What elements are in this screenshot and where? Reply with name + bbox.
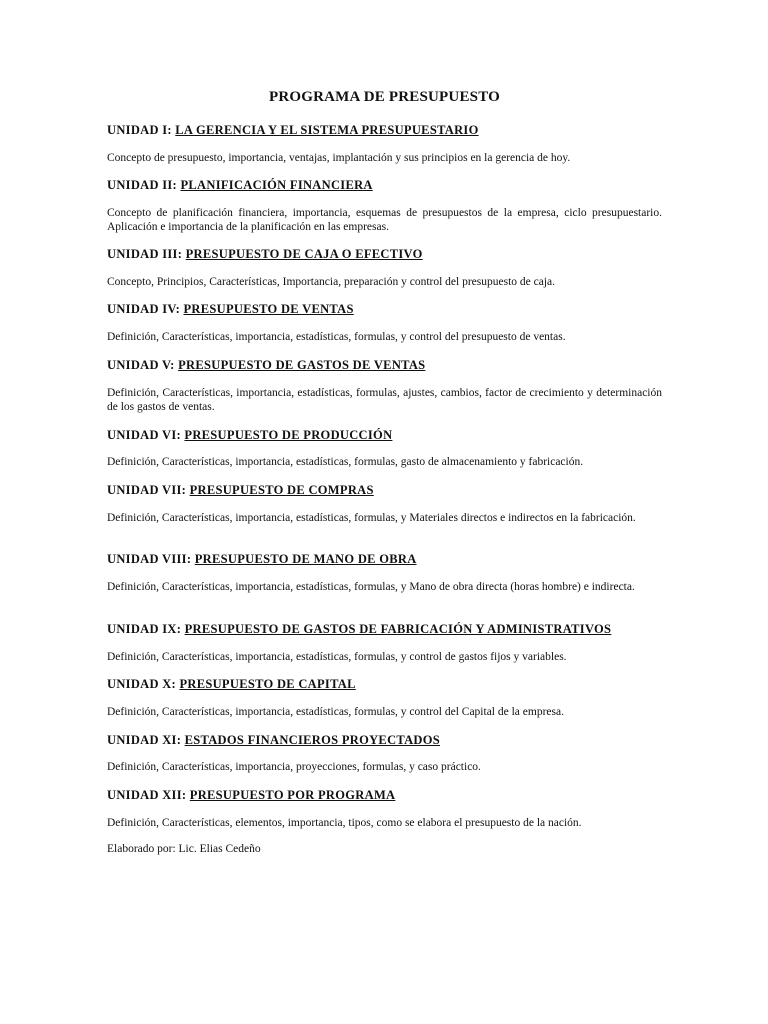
unit-12: [107, 787, 662, 803]
unit-label: UNIDAD I:: [107, 123, 172, 137]
unit-heading: [107, 301, 662, 317]
unit-description: Definición, Características, importancia, estadísticas, formulas, y control del Capital de la empresa.: [107, 706, 564, 718]
unit-title: PRESUPUESTO POR PROGRAMA: [189, 788, 396, 802]
unit-title: PRESUPUESTO DE PRODUCCIÓN: [184, 428, 393, 442]
unit-description: Definición, Características, importancia, estadísticas, formulas, y control del presupuesto de ventas.: [107, 331, 566, 343]
unit-2: [107, 177, 662, 193]
unit-description: Definición, Características, importancia, estadísticas, formulas, y Materiales directos e indirectos en la fabricación.: [107, 512, 636, 524]
unit-heading: [107, 621, 662, 637]
unit-label: UNIDAD II:: [107, 178, 178, 192]
unit-label: UNIDAD VIII:: [107, 552, 192, 566]
unit-description: Definición, Características, importancia, estadísticas, formulas, y Mano de obra directa (horas hombre) e indirecta.: [107, 581, 635, 593]
unit-title: PRESUPUESTO DE CAPITAL: [179, 677, 356, 691]
unit-label: UNIDAD V:: [107, 358, 175, 372]
unit-heading: [107, 177, 662, 193]
unit-title: PRESUPUESTO DE GASTOS DE FABRICACIÓN Y ADMINISTRATIVOS: [184, 622, 612, 636]
unit-title: PRESUPUESTO DE MANO DE OBRA: [194, 552, 417, 566]
unit-5: [107, 357, 662, 373]
unit-description: Definición, Características, importancia, estadísticas, formulas, y control de gastos fijos y variables.: [107, 651, 567, 663]
unit-heading: [107, 732, 662, 748]
unit-9: [107, 621, 662, 637]
unit-title: PLANIFICACIÓN FINANCIERA: [180, 178, 373, 192]
unit-label: UNIDAD XI:: [107, 733, 182, 747]
unit-heading: [107, 427, 662, 443]
unit-label: UNIDAD III:: [107, 247, 183, 261]
unit-label: UNIDAD IV:: [107, 302, 181, 316]
unit-description: Concepto de presupuesto, importancia, ventajas, implantación y sus principios en la gerencia de hoy.: [107, 152, 571, 164]
author-line: Elaborado por: Lic. Elias Cedeño: [107, 843, 261, 855]
document-title: PROGRAMA DE PRESUPUESTO: [268, 89, 500, 105]
unit-label: UNIDAD XII:: [107, 788, 187, 802]
unit-title: PRESUPUESTO DE CAJA O EFECTIVO: [185, 247, 423, 261]
unit-description: Definición, Características, importancia, estadísticas, formulas, ajustes, cambios, factor de crecimiento y determinación de los gastos de ventas.: [107, 387, 662, 413]
unit-label: UNIDAD X:: [107, 677, 177, 691]
unit-description: Concepto de planificación financiera, importancia, esquemas de presupuestos de la empresa, ciclo presupuestario. Aplicación e importancia de la planificación en las empresas.: [107, 207, 662, 233]
unit-1: [107, 122, 662, 138]
unit-8: [107, 551, 662, 567]
unit-title: LA GERENCIA Y EL SISTEMA PRESUPUESTARIO: [175, 123, 479, 137]
unit-title: PRESUPUESTO DE COMPRAS: [189, 483, 374, 497]
unit-label: UNIDAD IX:: [107, 622, 182, 636]
unit-heading: [107, 482, 662, 498]
unit-heading: [107, 787, 662, 803]
unit-label: UNIDAD VII:: [107, 483, 187, 497]
unit-title: ESTADOS FINANCIEROS PROYECTADOS: [184, 733, 441, 747]
unit-heading: [107, 122, 662, 138]
unit-heading: [107, 246, 662, 262]
unit-description: Definición, Características, importancia, proyecciones, formulas, y caso práctico.: [107, 761, 481, 773]
unit-4: [107, 301, 662, 317]
unit-description: Concepto, Principios, Características, Importancia, preparación y control del presupuesto de caja.: [107, 276, 556, 288]
unit-heading: [107, 676, 662, 692]
unit-label: UNIDAD VI:: [107, 428, 181, 442]
unit-heading: [107, 551, 662, 567]
unit-6: [107, 427, 662, 443]
unit-10: [107, 676, 662, 692]
unit-7: [107, 482, 662, 498]
unit-heading: [107, 357, 662, 373]
unit-title: PRESUPUESTO DE GASTOS DE VENTAS: [178, 358, 426, 372]
unit-description: Definición, Características, importancia, estadísticas, formulas, gasto de almacenamiento y fabricación.: [107, 456, 584, 468]
unit-3: [107, 246, 662, 262]
unit-11: [107, 732, 662, 748]
unit-description: Definición, Características, elementos, importancia, tipos, como se elabora el presupuesto de la nación.: [107, 817, 582, 829]
unit-title: PRESUPUESTO DE VENTAS: [183, 302, 354, 316]
